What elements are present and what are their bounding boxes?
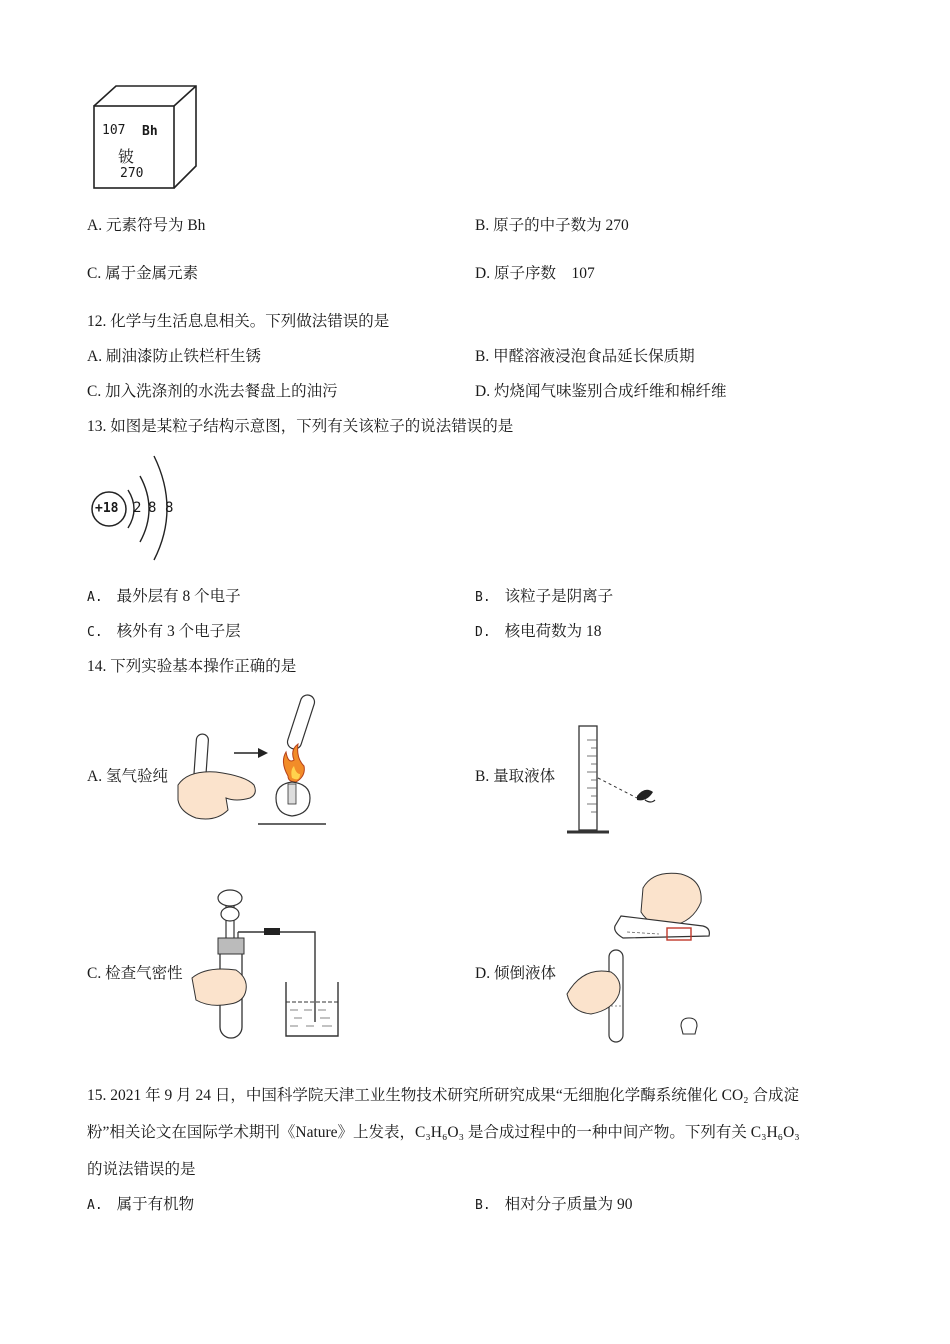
q14-option-a[interactable]: A. 氢气验纯 [87,768,168,785]
q14-stem: 14. 下列实验基本操作正确的是 [87,658,297,675]
q13-option-b[interactable] [475,587,613,608]
q13-option-a[interactable] [87,587,241,608]
q13-option-c-label: C. [87,625,103,640]
hydrogen-test-figure [176,690,336,830]
q12-option-c[interactable]: C. 加入洗涤剂的水洗去餐盘上的油污 [87,383,338,400]
q15-stem-line-3: 的说法错误的是 [87,1161,196,1178]
q14-option-c[interactable]: C. 检查气密性 [87,965,183,982]
q11-option-a[interactable]: A. 元素符号为 Bh [87,217,206,234]
q13-option-b-label: B. [475,590,491,605]
q14-option-b[interactable]: B. 量取液体 [475,768,556,785]
q15-stem-line-1: 15. 2021 年 9 月 24 日，中国科学院天津工业生物技术研究所研究成果“无细胞化学酶系统催化 CO₂ 合成淀 [87,1087,799,1104]
q12-stem: 12. 化学与生活息息相关。下列做法错误的是 [87,313,390,330]
q11-option-c[interactable]: C. 属于金属元素 [87,265,199,282]
q14-option-d[interactable]: D. 倾倒液体 [475,965,556,982]
q13-option-d[interactable] [475,622,602,643]
q13-option-d-label: D. [475,625,491,640]
q15-option-b[interactable] [475,1195,633,1216]
q13-option-a-label: A. [87,590,103,605]
pouring-liquid-figure [563,866,723,1048]
q11-option-d[interactable]: D. 原子序数 107 [475,265,595,282]
q13-option-c[interactable] [87,622,241,643]
q13-option-d-text: 核电荷数为 18 [504,623,602,640]
q13-stem: 13. 如图是某粒子结构示意图，下列有关该粒子的说法错误的是 [87,418,514,435]
q12-option-a[interactable]: A. 刷油漆防止铁栏杆生锈 [87,348,261,365]
q15-stem-line-2: 粉”相关论文在国际学术期刊《Nature》上发表，C₃H₆O₃ 是合成过程中的一种中间产物。下列有关 C₃H₆O₃ [87,1124,800,1141]
q12-option-b[interactable]: B. 甲醛溶液浸泡食品延长保质期 [475,348,695,365]
airtightness-figure [190,886,340,1044]
shell-1-electrons: 2 [133,500,142,516]
q15-option-a-text: 属于有机物 [116,1196,195,1213]
shell-3-electrons: 8 [165,500,174,516]
shell-2-electrons: 8 [148,500,157,516]
q11-option-b[interactable]: B. 原子的中子数为 270 [475,217,629,234]
q15-option-a-label: A. [87,1198,103,1213]
q13-option-a-text: 最外层有 8 个电子 [116,588,241,605]
q13-option-b-text: 该粒子是阴离子 [504,588,614,605]
q13-option-c-text: 核外有 3 个电子层 [116,623,241,640]
element-symbol: Bh [142,124,158,139]
q15-option-a[interactable] [87,1195,194,1216]
element-atomic-number: 107 [102,123,126,138]
element-name: 铍 [118,149,135,166]
element-mass: 270 [120,166,144,181]
nucleus-charge: +18 [95,501,119,516]
q12-option-d[interactable]: D. 灼烧闻气味鉴别合成纤维和棉纤维 [475,383,727,400]
q15-option-b-label: B. [475,1198,491,1213]
graduated-cylinder-figure [565,720,665,840]
q15-option-b-text: 相对分子质量为 90 [504,1196,633,1213]
